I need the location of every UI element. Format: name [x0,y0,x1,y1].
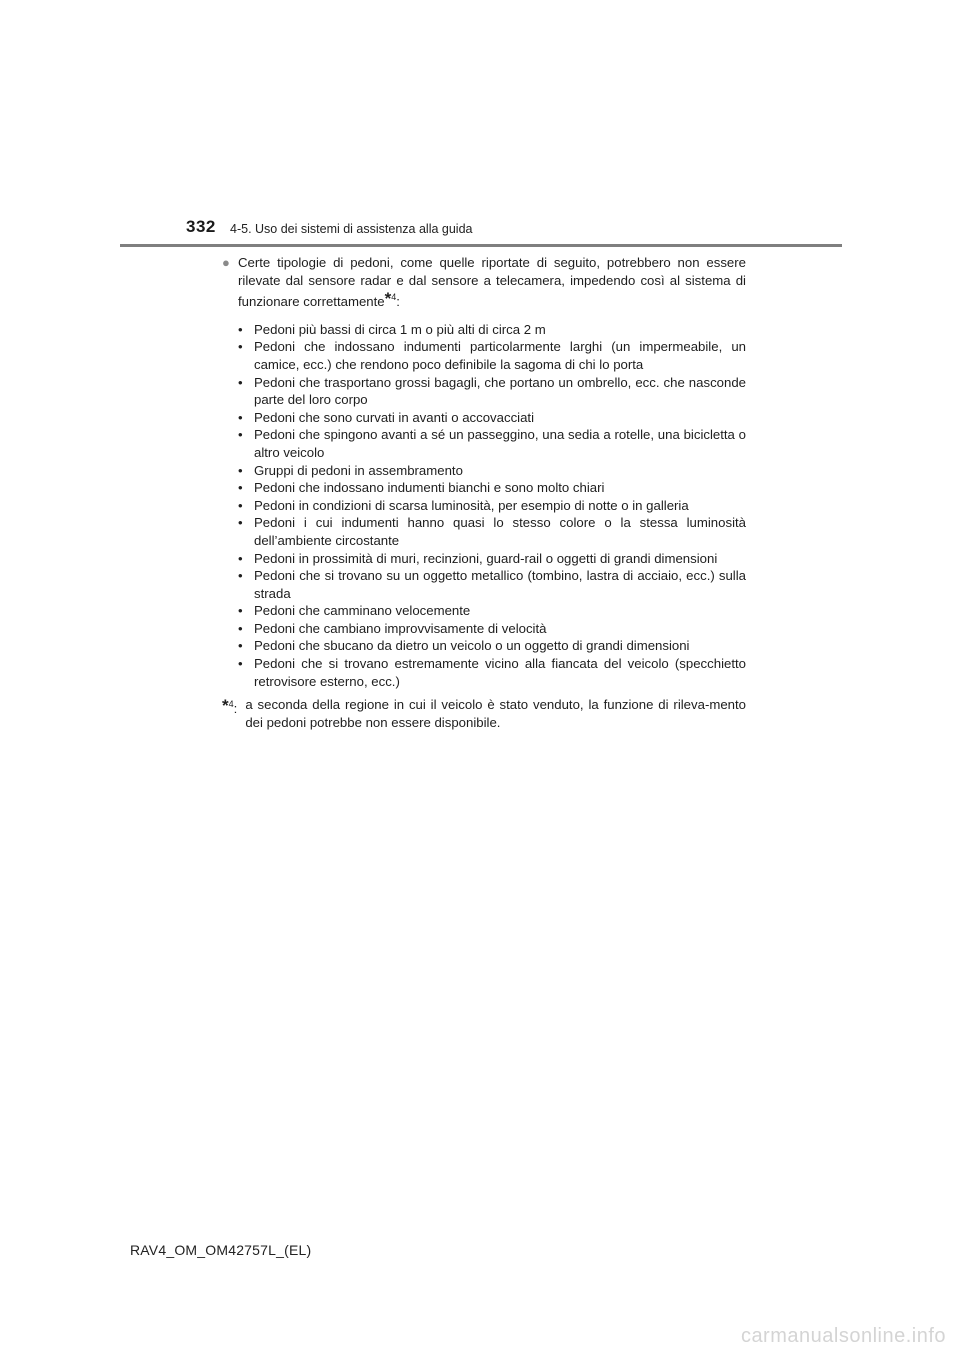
list-item [238,620,746,638]
list-item [238,655,746,690]
bullet-dot-icon: • [238,427,243,443]
list-item-text: Pedoni che indossano indumenti bianchi e sono molto chiari [254,480,605,496]
pedestrian-conditions-list [222,321,746,690]
footnote-asterisk: * [384,289,392,309]
bullet-dot-icon: • [238,462,243,478]
circle-bullet-icon: ● [222,255,230,270]
list-item-text: Pedoni in condizioni di scarsa luminosità, per esempio di notte o in galleria [254,497,689,513]
list-item [238,602,746,620]
list-item [238,514,746,549]
list-item [238,409,746,427]
list-item [238,374,746,409]
list-item-text: Pedoni che indossano indumenti particolarmente larghi (un impermeabile, un camice, ecc.) che rendono poco definibile la sagoma di chi lo porta [254,339,746,372]
bullet-dot-icon: • [238,515,243,531]
bullet-dot-icon: • [238,603,243,619]
list-item-text: Pedoni che spingono avanti a sé un passeggino, una sedia a rotelle, una bicicletta o altro veicolo [254,427,746,460]
list-item [238,321,746,339]
bullet-dot-icon: • [238,321,243,337]
list-item-text: Pedoni in prossimità di muri, recinzioni, guard-rail o oggetti di grandi dimensioni [254,550,718,566]
bullet-dot-icon: • [238,497,243,513]
bullet-dot-icon: • [238,638,243,654]
page-number: 332 [186,217,216,236]
bullet-dot-icon: • [238,480,243,496]
bullet-dot-icon: • [238,568,243,584]
list-item [238,426,746,461]
list-item-text: Gruppi di pedoni in assembramento [254,462,463,478]
list-item [238,338,746,373]
bullet-dot-icon: • [238,550,243,566]
footnote [222,696,746,731]
main-content [222,254,746,731]
footnote-number: 4 [391,292,397,303]
bullet-dot-icon: • [238,339,243,355]
list-item [238,550,746,568]
footnote-colon: : [233,701,238,717]
header-rule [120,244,842,247]
list-item-text: Pedoni i cui indumenti hanno quasi lo stesso colore o la stessa luminosità dell’ambiente circostante [254,515,746,548]
list-item-text: Pedoni che sbucano da dietro un veicolo o un oggetto di grandi dimensioni [254,638,690,654]
list-item [238,497,746,515]
footnote-asterisk: * [222,696,229,716]
lead-paragraph [222,254,746,311]
list-item-text: Pedoni che si trovano su un oggetto metallico (tombino, lastra di acciaio, ecc.) sulla strada [254,568,746,601]
lead-text: Certe tipologie di pedoni, come quelle riportate di seguito, potrebbero non essere rilevate dal sensore radar e dal sensore a telecamera, impedendo così al sistema di funzionare correttamente [238,255,746,310]
document-code: RAV4_OM_OM42757L_(EL) [130,1242,312,1258]
lead-text-block [238,254,746,311]
footnote-text: a seconda della regione in cui il veicolo è stato venduto, la funzione di rileva-mento dei pedoni potrebbe non essere disponibile. [245,697,746,730]
footnote-marker [222,696,237,731]
list-item-text: Pedoni che sono curvati in avanti o accovacciati [254,409,535,425]
bullet-dot-icon: • [238,656,243,672]
footnote-number: 4 [228,699,234,710]
list-item [238,567,746,602]
list-item-text: Pedoni che cambiano improvvisamente di velocità [254,620,547,636]
bullet-dot-icon: • [238,374,243,390]
list-item-text: Pedoni che si trovano estremamente vicino alla fiancata del veicolo (specchietto retrovisore esterno, ecc.) [254,656,746,689]
bullet-dot-icon: • [238,620,243,636]
section-title: 4-5. Uso dei sistemi di assistenza alla guida [230,222,473,236]
lead-suffix: : [396,294,400,310]
list-item [238,462,746,480]
list-item-text: Pedoni che trasportano grossi bagagli, che portano un ombrello, ecc. che nasconde parte del loro corpo [254,374,746,408]
list-item [238,479,746,497]
list-item [238,637,746,655]
bullet-dot-icon: • [238,409,243,425]
watermark: carmanualsonline.info [740,1325,946,1347]
list-item-text: Pedoni più bassi di circa 1 m o più alti di circa 2 m [254,321,546,337]
list-item-text: Pedoni che camminano velocemente [254,603,471,619]
